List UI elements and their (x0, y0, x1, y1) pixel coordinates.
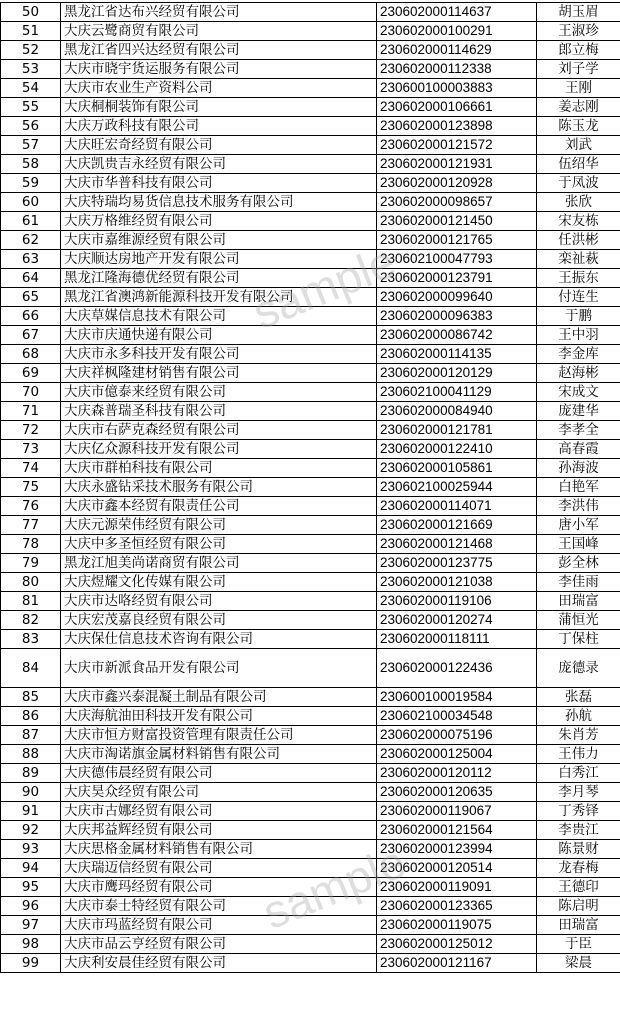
registration-code: 230602000112338 (377, 60, 537, 79)
company-name: 大庆市群柏科技有限公司 (61, 459, 377, 478)
row-number: 79 (1, 554, 61, 573)
legal-representative: 李佳雨 (537, 573, 620, 592)
watermark-text: sample (245, 235, 403, 339)
table-row (1, 79, 620, 98)
row-number: 68 (1, 345, 61, 364)
registration-code: 230602000121468 (377, 535, 537, 554)
legal-representative: 孙海波 (537, 459, 620, 478)
row-number: 82 (1, 611, 61, 630)
legal-representative: 伍绍华 (537, 155, 620, 174)
registration-code: 230602000123365 (377, 897, 537, 916)
company-name: 大庆市古娜经贸有限公司 (61, 802, 377, 821)
company-name: 大庆永盛钻采技术服务有限公司 (61, 478, 377, 497)
table-row (1, 41, 620, 60)
registration-code: 230602000119091 (377, 878, 537, 897)
registration-code: 230602000123994 (377, 840, 537, 859)
row-number: 65 (1, 288, 61, 307)
table-row (1, 688, 620, 707)
legal-representative: 栾祉萩 (537, 250, 620, 269)
row-number: 99 (1, 954, 61, 973)
registration-code: 230602000120129 (377, 364, 537, 383)
registration-code: 230602000123791 (377, 269, 537, 288)
table-row (1, 345, 620, 364)
registration-code: 230602000120514 (377, 859, 537, 878)
company-name: 大庆草媒信息技术有限公司 (61, 307, 377, 326)
row-number: 74 (1, 459, 61, 478)
table-row (1, 440, 620, 459)
table-row (1, 193, 620, 212)
row-number: 64 (1, 269, 61, 288)
registration-code: 230600100003883 (377, 79, 537, 98)
row-number: 92 (1, 821, 61, 840)
legal-representative: 付连生 (537, 288, 620, 307)
company-name: 大庆市庆通快递有限公司 (61, 326, 377, 345)
legal-representative: 陈景财 (537, 840, 620, 859)
registration-code: 230602000119106 (377, 592, 537, 611)
company-table (0, 2, 620, 973)
table-row (1, 459, 620, 478)
table-row (1, 478, 620, 497)
row-number: 58 (1, 155, 61, 174)
table-row (1, 288, 620, 307)
row-number: 57 (1, 136, 61, 155)
registration-code: 230602000100291 (377, 22, 537, 41)
company-name: 大庆市億泰来经贸有限公司 (61, 383, 377, 402)
row-number: 78 (1, 535, 61, 554)
legal-representative: 于鹏 (537, 307, 620, 326)
company-name: 黑龙江省四兴达经贸有限公司 (61, 41, 377, 60)
row-number: 83 (1, 630, 61, 649)
company-name: 大庆市鑫兴泰混凝土制品有限公司 (61, 688, 377, 707)
row-number: 98 (1, 935, 61, 954)
company-name: 大庆市玛蓝经贸有限公司 (61, 916, 377, 935)
legal-representative: 庞德录 (537, 649, 620, 688)
row-number: 70 (1, 383, 61, 402)
table-row (1, 840, 620, 859)
legal-representative: 王淑珍 (537, 22, 620, 41)
table-row (1, 821, 620, 840)
company-name: 大庆森普瑞圣科技有限公司 (61, 402, 377, 421)
company-name: 大庆市右萨克森经贸有限公司 (61, 421, 377, 440)
table-row (1, 935, 620, 954)
company-name: 大庆保仕信息技术咨询有限公司 (61, 630, 377, 649)
row-number: 53 (1, 60, 61, 79)
row-number: 51 (1, 22, 61, 41)
legal-representative: 彭全林 (537, 554, 620, 573)
company-name: 大庆特瑞均易货信息技术服务有限公司 (61, 193, 377, 212)
company-name: 大庆市新派食品开发有限公司 (61, 649, 377, 688)
legal-representative: 梁晨 (537, 954, 620, 973)
registration-code: 230602000119075 (377, 916, 537, 935)
registration-code: 230602000099640 (377, 288, 537, 307)
company-name: 大庆祥枫隆建材销售有限公司 (61, 364, 377, 383)
legal-representative: 李孝全 (537, 421, 620, 440)
company-name: 大庆市鹰玛经贸有限公司 (61, 878, 377, 897)
row-number: 72 (1, 421, 61, 440)
legal-representative: 胡玉眉 (537, 3, 620, 22)
registration-code: 230602000121450 (377, 212, 537, 231)
row-number: 59 (1, 174, 61, 193)
row-number: 62 (1, 231, 61, 250)
row-number: 77 (1, 516, 61, 535)
legal-representative: 张欣 (537, 193, 620, 212)
row-number: 73 (1, 440, 61, 459)
registration-code: 230602100041129 (377, 383, 537, 402)
row-number: 60 (1, 193, 61, 212)
legal-representative: 田瑞富 (537, 916, 620, 935)
table-row (1, 22, 620, 41)
registration-code: 230602000123775 (377, 554, 537, 573)
company-name: 大庆凯贵吉永经贸有限公司 (61, 155, 377, 174)
company-name: 大庆邦益辉经贸有限公司 (61, 821, 377, 840)
row-number: 94 (1, 859, 61, 878)
table-row (1, 707, 620, 726)
table-row (1, 726, 620, 745)
registration-code: 230602000125004 (377, 745, 537, 764)
table-row (1, 878, 620, 897)
row-number: 88 (1, 745, 61, 764)
company-table-body (1, 3, 620, 973)
legal-representative: 庞建华 (537, 402, 620, 421)
company-name: 大庆市鑫本经贸有限责任公司 (61, 497, 377, 516)
table-row (1, 250, 620, 269)
registration-code: 230602000121669 (377, 516, 537, 535)
table-row (1, 307, 620, 326)
legal-representative: 陈启明 (537, 897, 620, 916)
legal-representative: 刘子学 (537, 60, 620, 79)
legal-representative: 李洪伟 (537, 497, 620, 516)
legal-representative: 宋成文 (537, 383, 620, 402)
table-row (1, 98, 620, 117)
legal-representative: 郎立梅 (537, 41, 620, 60)
registration-code: 230602000120274 (377, 611, 537, 630)
company-name: 大庆桐桐装饰有限公司 (61, 98, 377, 117)
legal-representative: 唐小军 (537, 516, 620, 535)
company-name: 大庆市永多科技开发有限公司 (61, 345, 377, 364)
legal-representative: 丁保柱 (537, 630, 620, 649)
row-number: 50 (1, 3, 61, 22)
row-number: 67 (1, 326, 61, 345)
registration-code: 230602000114071 (377, 497, 537, 516)
registration-code: 230602000122436 (377, 649, 537, 688)
table-row (1, 745, 620, 764)
company-name: 大庆市泰士特经贸有限公司 (61, 897, 377, 916)
row-number: 75 (1, 478, 61, 497)
legal-representative: 李贵江 (537, 821, 620, 840)
legal-representative: 王中羽 (537, 326, 620, 345)
registration-code: 230602000121931 (377, 155, 537, 174)
legal-representative: 蒲恒光 (537, 611, 620, 630)
company-name: 大庆瑞迈信经贸有限公司 (61, 859, 377, 878)
legal-representative: 丁秀铎 (537, 802, 620, 821)
company-name: 大庆利安晨佳经贸有限公司 (61, 954, 377, 973)
company-name: 黑龙江省澳鸿新能源科技开发有限公司 (61, 288, 377, 307)
legal-representative: 姜志刚 (537, 98, 620, 117)
registration-code: 230602000114629 (377, 41, 537, 60)
row-number: 76 (1, 497, 61, 516)
company-name: 大庆市农业生产资料公司 (61, 79, 377, 98)
row-number: 69 (1, 364, 61, 383)
registration-code: 230602000084940 (377, 402, 537, 421)
company-name: 大庆市华普科技有限公司 (61, 174, 377, 193)
table-row (1, 554, 620, 573)
legal-representative: 刘武 (537, 136, 620, 155)
legal-representative: 王德印 (537, 878, 620, 897)
company-name: 大庆宏茂嘉良经贸有限公司 (61, 611, 377, 630)
registration-code: 230602000114637 (377, 3, 537, 22)
company-name: 大庆市晓宇货运服务有限公司 (61, 60, 377, 79)
legal-representative: 白秀江 (537, 764, 620, 783)
registration-code: 230602000119067 (377, 802, 537, 821)
row-number: 90 (1, 783, 61, 802)
company-name: 大庆云鹭商贸有限公司 (61, 22, 377, 41)
row-number: 54 (1, 79, 61, 98)
legal-representative: 王振东 (537, 269, 620, 288)
row-number: 52 (1, 41, 61, 60)
legal-representative: 李金库 (537, 345, 620, 364)
registration-code: 230602000120928 (377, 174, 537, 193)
registration-code: 230602000118111 (377, 630, 537, 649)
table-row (1, 60, 620, 79)
registration-code: 230602000125012 (377, 935, 537, 954)
table-row (1, 155, 620, 174)
company-name: 大庆旺宏奇经贸有限公司 (61, 136, 377, 155)
row-number: 61 (1, 212, 61, 231)
legal-representative: 王伟力 (537, 745, 620, 764)
row-number: 71 (1, 402, 61, 421)
legal-representative: 于臣 (537, 935, 620, 954)
row-number: 95 (1, 878, 61, 897)
legal-representative: 赵海彬 (537, 364, 620, 383)
row-number: 89 (1, 764, 61, 783)
table-row (1, 136, 620, 155)
company-name: 黑龙江省达布兴经贸有限公司 (61, 3, 377, 22)
table-row (1, 764, 620, 783)
company-name: 黑龙江隆海德优经贸有限公司 (61, 269, 377, 288)
registration-code: 230602100025944 (377, 478, 537, 497)
registration-code: 230602000114135 (377, 345, 537, 364)
legal-representative: 王刚 (537, 79, 620, 98)
table-row (1, 117, 620, 136)
legal-representative: 于凤波 (537, 174, 620, 193)
registration-code: 230602000098657 (377, 193, 537, 212)
legal-representative: 白艳军 (537, 478, 620, 497)
company-name: 大庆中多圣恒经贸有限公司 (61, 535, 377, 554)
company-name: 大庆德伟晨经贸有限公司 (61, 764, 377, 783)
row-number: 96 (1, 897, 61, 916)
registration-code: 230602000120112 (377, 764, 537, 783)
company-name: 大庆市品云亨经贸有限公司 (61, 935, 377, 954)
company-name: 大庆煜耀文化传媒有限公司 (61, 573, 377, 592)
company-name: 大庆海航油田科技开发有限公司 (61, 707, 377, 726)
company-name: 大庆万政科技有限公司 (61, 117, 377, 136)
table-row (1, 364, 620, 383)
row-number: 85 (1, 688, 61, 707)
registration-code: 230602000121564 (377, 821, 537, 840)
table-row (1, 802, 620, 821)
registration-code: 230602100047793 (377, 250, 537, 269)
company-name: 大庆市恒方财富投资管理有限责任公司 (61, 726, 377, 745)
legal-representative: 龙春梅 (537, 859, 620, 878)
company-name: 大庆亿众源科技开发有限公司 (61, 440, 377, 459)
table-row (1, 649, 620, 688)
legal-representative: 田瑞富 (537, 592, 620, 611)
legal-representative: 张磊 (537, 688, 620, 707)
registration-code: 230602000121167 (377, 954, 537, 973)
registration-code: 230602000096383 (377, 307, 537, 326)
company-name: 大庆市淘诺旗金属材料销售有限公司 (61, 745, 377, 764)
row-number: 63 (1, 250, 61, 269)
registration-code: 230602000120635 (377, 783, 537, 802)
company-name: 大庆市嘉维源经贸有限公司 (61, 231, 377, 250)
table-row (1, 783, 620, 802)
company-name: 大庆元源荣伟经贸有限公司 (61, 516, 377, 535)
legal-representative: 高春霞 (537, 440, 620, 459)
watermark-text: sample (255, 835, 413, 939)
table-row (1, 326, 620, 345)
table-row (1, 630, 620, 649)
registration-code: 230602000121572 (377, 136, 537, 155)
row-number: 97 (1, 916, 61, 935)
registration-code: 230602100034548 (377, 707, 537, 726)
table-row (1, 497, 620, 516)
registration-code: 230602000121038 (377, 573, 537, 592)
table-row (1, 174, 620, 193)
table-row (1, 269, 620, 288)
row-number: 80 (1, 573, 61, 592)
legal-representative: 宋友栋 (537, 212, 620, 231)
company-name: 大庆思格金属材料销售有限公司 (61, 840, 377, 859)
registration-code: 230602000121765 (377, 231, 537, 250)
company-name: 大庆万格维经贸有限公司 (61, 212, 377, 231)
table-row (1, 916, 620, 935)
table-row (1, 859, 620, 878)
legal-representative: 朱肖芳 (537, 726, 620, 745)
row-number: 55 (1, 98, 61, 117)
row-number: 87 (1, 726, 61, 745)
registration-code: 230602000123898 (377, 117, 537, 136)
legal-representative: 李月琴 (537, 783, 620, 802)
table-row (1, 535, 620, 554)
table-row (1, 611, 620, 630)
row-number: 91 (1, 802, 61, 821)
company-name: 黑龙江旭美尚诺商贸有限公司 (61, 554, 377, 573)
company-name: 大庆昊众经贸有限公司 (61, 783, 377, 802)
table-row (1, 402, 620, 421)
registration-code: 230600100019584 (377, 688, 537, 707)
table-row (1, 592, 620, 611)
registration-code: 230602000106661 (377, 98, 537, 117)
legal-representative: 任洪彬 (537, 231, 620, 250)
registration-code: 230602000105861 (377, 459, 537, 478)
table-row (1, 3, 620, 22)
row-number: 81 (1, 592, 61, 611)
row-number: 93 (1, 840, 61, 859)
table-row (1, 421, 620, 440)
legal-representative: 陈玉龙 (537, 117, 620, 136)
legal-representative: 孙航 (537, 707, 620, 726)
row-number: 84 (1, 649, 61, 688)
table-row (1, 573, 620, 592)
registration-code: 230602000122410 (377, 440, 537, 459)
registration-code: 230602000121781 (377, 421, 537, 440)
company-name: 大庆顺达房地产开发有限公司 (61, 250, 377, 269)
table-row (1, 212, 620, 231)
company-name: 大庆市达咯经贸有限公司 (61, 592, 377, 611)
table-row (1, 516, 620, 535)
table-row (1, 383, 620, 402)
row-number: 86 (1, 707, 61, 726)
registration-code: 230602000075196 (377, 726, 537, 745)
row-number: 66 (1, 307, 61, 326)
row-number: 56 (1, 117, 61, 136)
legal-representative: 王国峰 (537, 535, 620, 554)
table-row (1, 897, 620, 916)
table-row (1, 231, 620, 250)
registration-code: 230602000086742 (377, 326, 537, 345)
table-row (1, 954, 620, 973)
